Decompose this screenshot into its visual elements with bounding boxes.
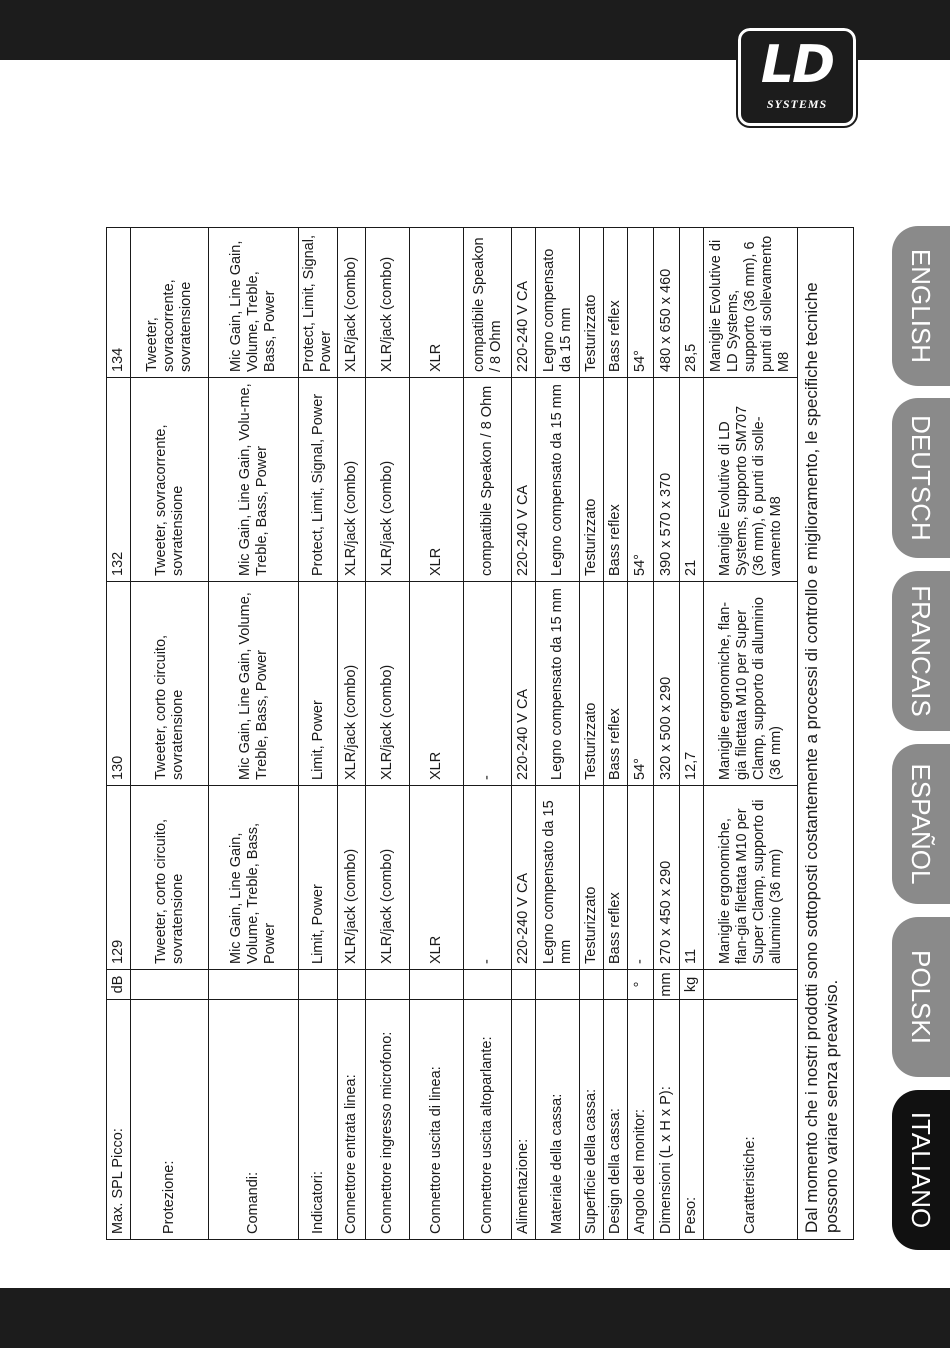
row-unit: ° xyxy=(628,970,654,1000)
value-cell: Bass reflex xyxy=(604,378,628,582)
table-row xyxy=(464,228,512,1240)
table-row xyxy=(604,228,628,1240)
value-cell: 270 x 450 x 290 xyxy=(654,786,680,970)
value-cell: 54° xyxy=(628,228,654,378)
value-cell: Protect, Limit, Signal, Power xyxy=(299,378,338,582)
row-label: Protezione: xyxy=(131,1000,209,1240)
value-cell: 132 xyxy=(107,378,131,582)
value-cell: 220-240 V CA xyxy=(512,582,536,786)
row-unit xyxy=(704,970,798,1000)
tab-francais[interactable] xyxy=(892,571,950,731)
value-cell: Testurizzato xyxy=(580,228,604,378)
tab-label: ITALIANO xyxy=(906,1111,936,1229)
value-cell: XLR/jack (combo) xyxy=(338,582,366,786)
row-unit xyxy=(338,970,366,1000)
tab-label: ENGLISH xyxy=(906,248,936,364)
value-cell: XLR xyxy=(410,378,464,582)
value-cell: 54° xyxy=(628,378,654,582)
tab-polski[interactable] xyxy=(892,917,950,1077)
value-cell: Mic Gain, Line Gain, Volume, Treble, Bass, Power xyxy=(209,228,299,378)
value-cell: XLR xyxy=(410,582,464,786)
value-cell: Tweeter, sovracorrente, sovratensione xyxy=(131,228,209,378)
value-cell: 480 x 650 x 460 xyxy=(654,228,680,378)
value-cell: 220-240 V CA xyxy=(512,378,536,582)
value-cell: 130 xyxy=(107,582,131,786)
row-label: Caratteristiche: xyxy=(704,1000,798,1240)
row-label: Materiale della cassa: xyxy=(536,1000,580,1240)
row-label: Peso: xyxy=(680,1000,704,1240)
value-cell: Testurizzato xyxy=(580,378,604,582)
table-row xyxy=(654,228,680,1240)
value-cell: Tweeter, sovracorrente, sovratensione xyxy=(131,378,209,582)
table-row xyxy=(512,228,536,1240)
value-cell: 54° xyxy=(628,582,654,786)
row-label: Connettore ingresso microfono: xyxy=(366,1000,410,1240)
value-cell: Maniglie Evolutive di LD Systems, supporto SM707 (36 mm), 6 punti di solle-vamento M8 xyxy=(704,378,798,582)
value-cell: Testurizzato xyxy=(580,582,604,786)
table-row xyxy=(536,228,580,1240)
row-unit xyxy=(580,970,604,1000)
value-cell: compatibile Speakon / 8 Ohm xyxy=(464,228,512,378)
value-cell: Maniglie ergonomiche, flan-gia filettata M10 per Super Clamp, supporto di alluminio (36 mm) xyxy=(704,786,798,970)
logo-text: LD xyxy=(760,35,834,95)
value-cell: Testurizzato xyxy=(580,786,604,970)
value-cell: Legno compensato da 15 mm xyxy=(536,786,580,970)
value-cell: Protect, Limit, Signal, Power xyxy=(299,228,338,378)
value-cell: XLR/jack (combo) xyxy=(338,228,366,378)
table-row xyxy=(628,228,654,1240)
row-unit xyxy=(604,970,628,1000)
table-row xyxy=(131,228,209,1240)
value-cell: XLR/jack (combo) xyxy=(366,228,410,378)
row-unit xyxy=(536,970,580,1000)
value-cell: 11 xyxy=(680,786,704,970)
tab-label: FRANCAIS xyxy=(906,585,936,717)
row-unit xyxy=(209,970,299,1000)
tab-label: ESPAÑOL xyxy=(906,763,936,885)
spec-table xyxy=(106,227,854,1240)
value-cell: Limit, Power xyxy=(299,582,338,786)
value-cell: 28,5 xyxy=(680,228,704,378)
value-cell: XLR/jack (combo) xyxy=(338,378,366,582)
table-row xyxy=(107,228,131,1240)
row-label: Connettore uscita altoparlante: xyxy=(464,1000,512,1240)
tab-label: DEUTSCH xyxy=(906,415,936,541)
row-label: Connettore uscita di linea: xyxy=(410,1000,464,1240)
value-cell: 134 xyxy=(107,228,131,378)
table-row xyxy=(798,228,854,1240)
row-label: Angolo del monitor: xyxy=(628,1000,654,1240)
value-cell: Mic Gain, Line Gain, Volume, Treble, Bass, Power xyxy=(209,786,299,970)
table-row xyxy=(338,228,366,1240)
logo-subtext: SYSTEMS xyxy=(766,97,828,111)
value-cell: XLR/jack (combo) xyxy=(366,582,410,786)
table-row xyxy=(680,228,704,1240)
value-cell: - xyxy=(628,786,654,970)
row-label: Max. SPL Picco: xyxy=(107,1000,131,1240)
value-cell: XLR/jack (combo) xyxy=(366,378,410,582)
row-unit xyxy=(131,970,209,1000)
value-cell: Legno compensato da 15 mm xyxy=(536,582,580,786)
row-label: Superficie della cassa: xyxy=(580,1000,604,1240)
tab-english[interactable] xyxy=(892,226,950,386)
value-cell: 320 x 500 x 290 xyxy=(654,582,680,786)
value-cell: - xyxy=(464,582,512,786)
value-cell: XLR xyxy=(410,786,464,970)
ld-systems-logo xyxy=(738,28,856,126)
value-cell: 129 xyxy=(107,786,131,970)
value-cell: Tweeter, corto circuito, sovratensione xyxy=(131,786,209,970)
row-unit xyxy=(410,970,464,1000)
row-unit xyxy=(366,970,410,1000)
value-cell: XLR xyxy=(410,228,464,378)
value-cell: Limit, Power xyxy=(299,786,338,970)
value-cell: compatibile Speakon / 8 Ohm xyxy=(464,378,512,582)
value-cell: Mic Gain, Line Gain, Volu-me, Treble, Bass, Power xyxy=(209,378,299,582)
spec-table-rotated xyxy=(106,228,852,1240)
row-label: Design della cassa: xyxy=(604,1000,628,1240)
row-unit: dB xyxy=(107,970,131,1000)
value-cell: XLR/jack (combo) xyxy=(366,786,410,970)
tab-deutsch[interactable] xyxy=(892,398,950,558)
row-unit xyxy=(299,970,338,1000)
value-cell: Bass reflex xyxy=(604,786,628,970)
table-row xyxy=(299,228,338,1240)
value-cell: Bass reflex xyxy=(604,582,628,786)
value-cell: Tweeter, corto circuito, sovratensione xyxy=(131,582,209,786)
value-cell: Maniglie Evolutive di LD Systems, supporto (36 mm), 6 punti di sollevamento M8 xyxy=(704,228,798,378)
value-cell: Bass reflex xyxy=(604,228,628,378)
row-unit: mm xyxy=(654,970,680,1000)
bottom-bar xyxy=(0,1288,950,1348)
tab-label: POLSKI xyxy=(906,950,936,1044)
row-unit xyxy=(464,970,512,1000)
value-cell: Legno compensato da 15 mm xyxy=(536,378,580,582)
disclaimer-note: Dal momento che i nostri prodotti sono sottoposti costantemente a processi di controllo e miglioramento, le specifiche tecniche possono variare senza preavviso. xyxy=(798,228,854,1240)
table-row xyxy=(410,228,464,1240)
value-cell: 220-240 V CA xyxy=(512,786,536,970)
value-cell: 12,7 xyxy=(680,582,704,786)
row-label: Alimentazione: xyxy=(512,1000,536,1240)
value-cell: Mic Gain, Line Gain, Volume, Treble, Bass, Power xyxy=(209,582,299,786)
table-row xyxy=(209,228,299,1240)
table-row xyxy=(704,228,798,1240)
value-cell: XLR/jack (combo) xyxy=(338,786,366,970)
row-unit: kg xyxy=(680,970,704,1000)
table-row xyxy=(580,228,604,1240)
value-cell: - xyxy=(464,786,512,970)
value-cell: 390 x 570 x 370 xyxy=(654,378,680,582)
tab-italiano[interactable] xyxy=(892,1090,950,1250)
row-label: Indicatori: xyxy=(299,1000,338,1240)
row-unit xyxy=(512,970,536,1000)
table-row xyxy=(366,228,410,1240)
row-label: Comandi: xyxy=(209,1000,299,1240)
value-cell: 220-240 V CA xyxy=(512,228,536,378)
value-cell: 21 xyxy=(680,378,704,582)
tab-espanol[interactable] xyxy=(892,744,950,904)
value-cell: Maniglie ergonomiche, flan-gia filettata M10 per Super Clamp, supporto di alluminio (36 mm) xyxy=(704,582,798,786)
value-cell: Legno compensato da 15 mm xyxy=(536,228,580,378)
row-label: Dimensioni (L x H x P): xyxy=(654,1000,680,1240)
row-label: Connettore entrata linea: xyxy=(338,1000,366,1240)
